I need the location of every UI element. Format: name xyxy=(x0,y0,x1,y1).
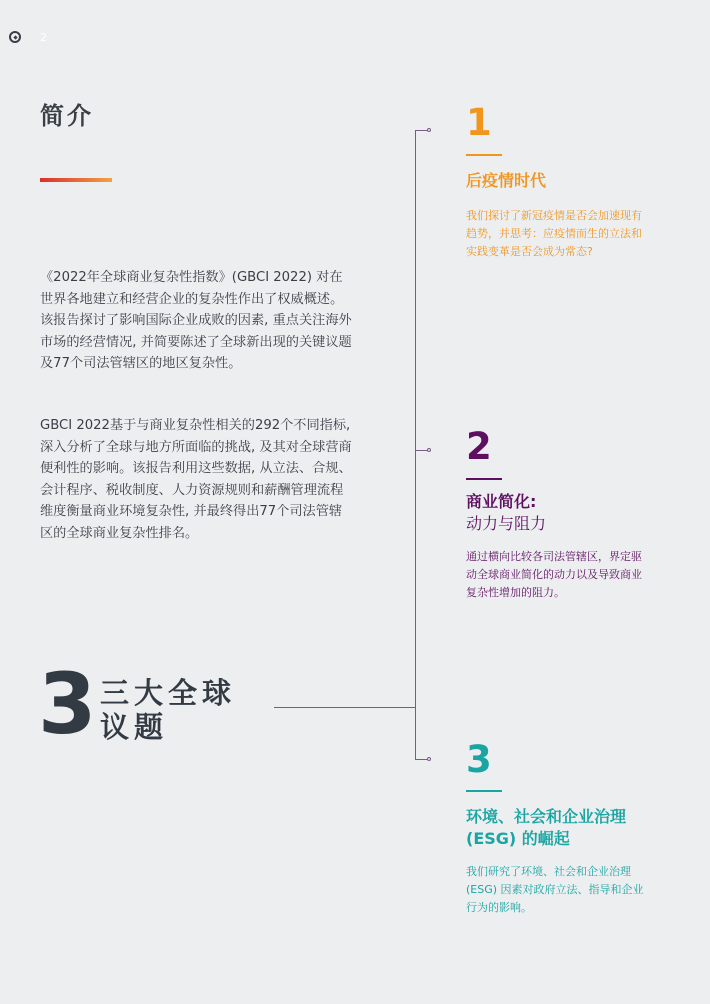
timeline-dot-3 xyxy=(427,757,431,761)
page-title: 简介 xyxy=(40,102,94,130)
connector-line xyxy=(274,707,415,708)
timeline-line xyxy=(415,130,416,759)
intro-paragraph-2: GBCI 2022基于与商业复杂性相关的292个不同指标, 深入分析了全球与地方所面临的挑战, 及其对全球营商便利性的影响。该报告利用这些数据, 从立法、合规、会计程序、税收制度、人力资源规则和薪酬管理流程维度衡量商业环境复杂性, 并最终得出77个司法管辖区的全球商业复杂性排名。 xyxy=(40,418,352,541)
feature-heading-line2: 议题 xyxy=(100,710,169,744)
topic-2-subtitle: 动力与阻力 xyxy=(466,514,547,533)
feature-number: 3 xyxy=(38,655,97,753)
topic-3-number: 3 xyxy=(466,738,492,781)
topic-2-title: 商业简化: xyxy=(466,492,537,511)
topic-2-rule xyxy=(466,478,502,480)
timeline-dot-2 xyxy=(427,448,431,452)
timeline-dot-1 xyxy=(427,128,431,132)
intro-paragraph-1: 《2022年全球商业复杂性指数》(GBCI 2022) 对在世界各地建立和经营企业的复杂性作出了权威概述。该报告探讨了影响国际企业成败的因素, 重点关注海外市场的经营情况, 并简要陈述了全球新出现的关键议题及77个司法管辖区的地区复杂性。 xyxy=(40,270,352,371)
topic-1-number: 1 xyxy=(466,101,492,144)
topic-3-subtitle: (ESG) 的崛起 xyxy=(466,829,570,848)
topic-2-description: 通过横向比较各司法管辖区，界定驱动全球商业简化的动力以及导致商业复杂性增加的阻力。 xyxy=(466,550,642,599)
topic-2-number: 2 xyxy=(466,425,492,468)
topic-1-rule xyxy=(466,154,502,156)
title-underline xyxy=(40,178,112,182)
feature-heading xyxy=(100,676,236,744)
feature-heading-line1: 三大全球 xyxy=(100,676,237,710)
logo-icon xyxy=(9,31,21,43)
topic-1-description: 我们探讨了新冠疫情是否会加速现有趋势，并思考：应疫情而生的立法和实践变革是否会成为常态? xyxy=(466,209,642,258)
topic-3-rule xyxy=(466,790,502,792)
page-number: 2 xyxy=(40,31,47,44)
topic-3-description: 我们研究了环境、社会和企业治理 (ESG) 因素对政府立法、指导和企业行为的影响。 xyxy=(466,865,644,914)
topic-3-title: 环境、社会和企业治理 xyxy=(466,807,627,826)
topic-1-title: 后疫情时代 xyxy=(466,171,547,190)
